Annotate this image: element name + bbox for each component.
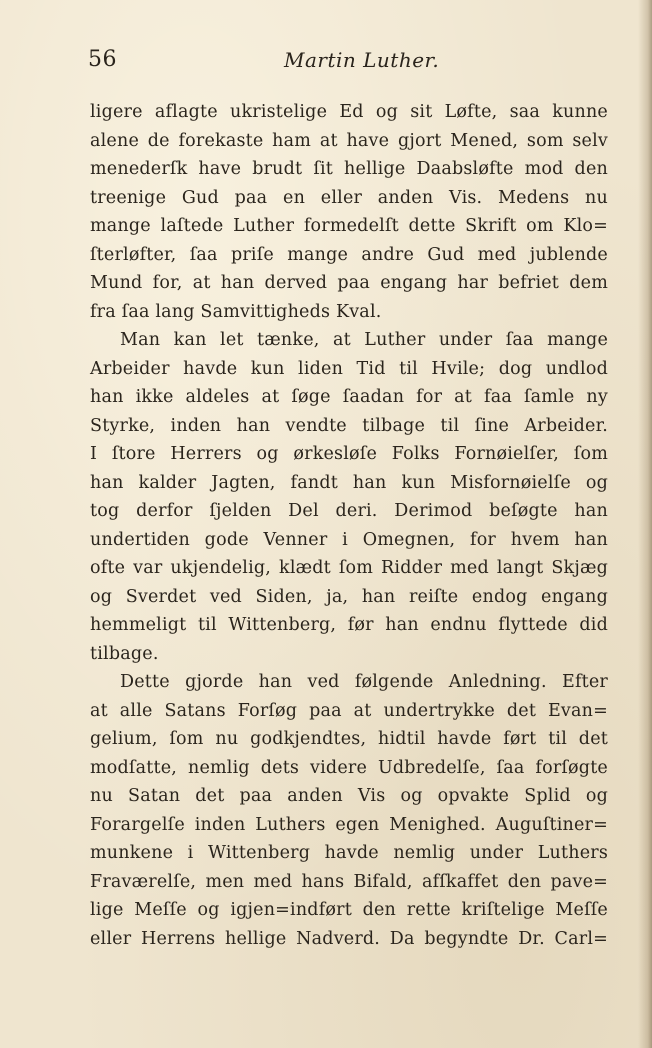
text-line: Man kan let tænke, at Luther under ſaa mange <box>120 330 608 350</box>
text-line: Styrke, inden han vendte tilbage til ſine Arbeider. <box>90 415 608 436</box>
text-line: Mund for, at han derved paa engang har befriet dem <box>90 273 608 293</box>
text-line: eller Herrens hellige Nadverd. Da begyndte Dr. Carl= <box>90 928 608 949</box>
text-line: Arbeider havde kun liden Tid til Hvile; dog undlod <box>90 358 608 379</box>
page-number: 56 <box>88 47 117 72</box>
text-line: treenige Gud paa en eller anden Vis. Medens nu <box>90 187 608 208</box>
text-line: han kalder Jagten, fandt han kun Misfornøielſe og <box>90 472 608 493</box>
text-line: tilbage. <box>90 643 159 664</box>
text-line: ſterløfter, ſaa priſe mange andre Gud med jublende <box>90 244 608 265</box>
text-line: Dette gjorde han ved følgende Anledning. Efter <box>120 672 608 692</box>
running-head <box>88 44 608 76</box>
body-text <box>90 98 608 953</box>
text-line: tog derfor ſjelden Del deri. Derimod beſøgte han <box>90 501 608 521</box>
text-line: fra ſaa lang Samvittigheds Kval. <box>90 301 382 322</box>
text-line: gelium, ſom nu godkjendtes, hidtil havde ført til det <box>90 729 608 749</box>
text-line: at alle Satans Forſøg paa at undertrykke det Evan= <box>90 700 608 721</box>
text-line: munkene i Wittenberg havde nemlig under Luthers <box>90 843 608 863</box>
text-line: han ikke aldeles at ſøge ſaadan for at faa ſamle ny <box>90 387 608 407</box>
text-line: Fraværelſe, men med hans Bifald, afſkaffet den pave= <box>90 871 608 892</box>
running-title: Martin Luther. <box>284 48 440 72</box>
text-line: ofte var ukjendelig, klædt ſom Ridder med langt Skjæg <box>90 558 608 578</box>
text-line: ligere aflagte ukristelige Ed og sit Løfte, saa kunne <box>90 102 608 122</box>
text-line: alene de forekaste ham at have gjort Mened, som selv <box>90 130 608 151</box>
text-line: nu Satan det paa anden Vis og opvakte Splid og <box>90 786 608 806</box>
text-line: mange laſtede Luther formedelſt dette Skrift om Klo= <box>90 216 608 236</box>
text-line: Forargelſe inden Luthers egen Menighed. Auguſtiner= <box>90 814 608 835</box>
text-line: lige Meſſe og igjen=indført den rette kriſtelige Meſſe <box>90 900 608 920</box>
text-line: undertiden gode Venner i Omegnen, for hvem han <box>90 529 608 550</box>
text-line: menederſk have brudt ſit hellige Daabsløfte mod den <box>90 159 608 179</box>
page-edge-shadow <box>638 0 652 1048</box>
text-line: I ſtore Herrers og ørkesløſe Folks Fornøielſer, ſom <box>90 444 608 464</box>
text-line: hemmeligt til Wittenberg, før han endnu flyttede did <box>90 615 608 635</box>
text-line: modſatte, nemlig dets videre Udbredelſe, ſaa forſøgte <box>90 757 608 778</box>
text-line: og Sverdet ved Siden, ja, han reiſte endog engang <box>90 586 608 607</box>
